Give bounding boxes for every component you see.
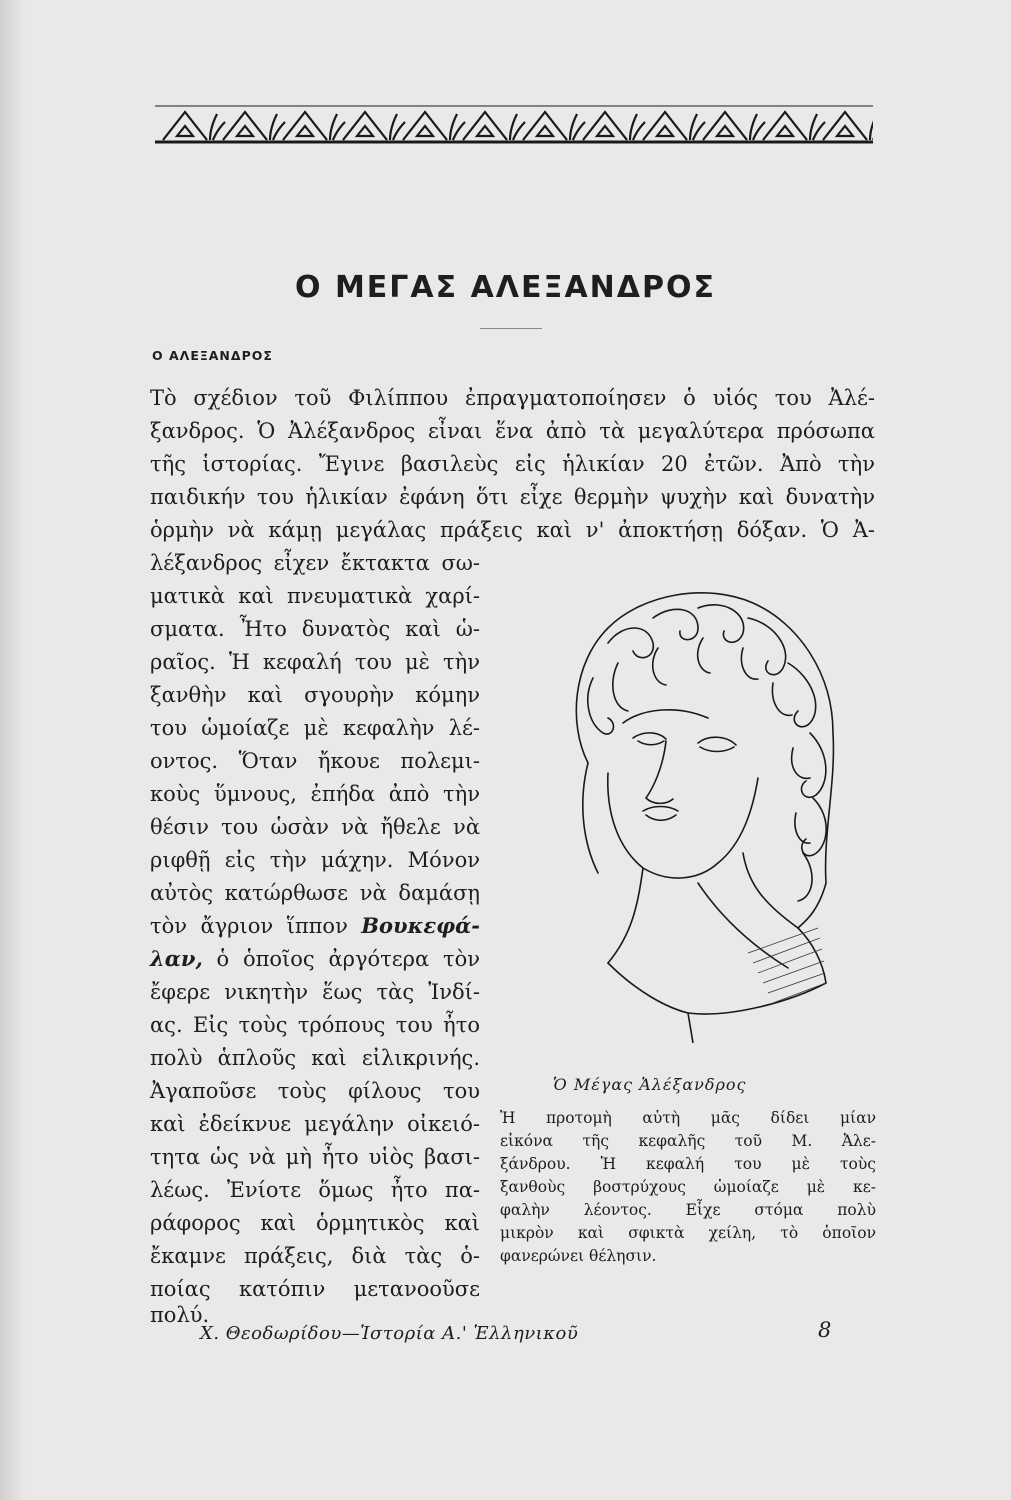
page-edge-shadow: [0, 0, 26, 1500]
border-palmette: [870, 114, 873, 140]
page-title: Ο ΜΕΓΑΣ ΑΛΕΞΑΝΔΡΟΣ: [295, 270, 716, 305]
border-palmette: [750, 114, 765, 140]
bucephalus-name: Βουκεφά-: [361, 913, 480, 938]
caption-line: Ἡ προτομὴ αὐτὴ μᾶς δίδει μίαν: [500, 1109, 876, 1127]
column-line-text: τὸν ἄγριον ἵππον: [150, 914, 348, 938]
border-palmette: [270, 114, 285, 140]
border-palmette: [210, 114, 225, 140]
border-palmette: [330, 114, 345, 140]
border-inner-triangle: [177, 126, 193, 136]
border-palmette: [510, 114, 525, 140]
page-number: 8: [818, 1318, 832, 1342]
column-line: καὶ ἐδείκνυε μεγάλην οἰκειό-: [150, 1112, 480, 1136]
text-line: ξανδρος. Ὁ Ἀλέξανδρος εἶναι ἕνα ἀπὸ τὰ μεγαλύτερα πρόσωπα: [150, 419, 875, 443]
column-line: πολὺ ἁπλοῦς καὶ εἰλικρινής.: [150, 1046, 480, 1070]
column-line: πολύ.: [150, 1303, 210, 1327]
border-palmette: [390, 114, 405, 140]
text-line: τῆς ἱστορίας. Ἔγινε βασιλεὺς εἰς ἡλικίαν 20 ἐτῶν. Ἀπὸ τὴν: [150, 452, 875, 476]
column-line: θέσιν του ὡσὰν νὰ ἤθελε νὰ: [150, 815, 480, 839]
border-palmette: [570, 114, 585, 140]
border-palmette: [450, 114, 465, 140]
footer-attribution: Χ. Θεοδωρίδου—Ἱστορία Α.' Ἑλληνικοῦ: [200, 1323, 579, 1344]
column-line: αὐτὸς κατώρθωσε νὰ δαμάσῃ: [150, 881, 480, 905]
column-line: ας. Εἰς τοὺς τρόπους του ἦτο: [150, 1013, 480, 1037]
column-line: ματικὰ καὶ πνευματικὰ χαρί-: [150, 584, 480, 608]
bucephalus-name-end: λαν,: [150, 946, 203, 971]
column-line: ἔφερε νικητὴν ἕως τὰς Ἰνδί-: [150, 980, 480, 1004]
column-line: ραῖος. Ἡ κεφαλή του μὲ τὴν: [150, 650, 480, 674]
section-heading: Ο ΑΛΕΞΑΝΔΡΟΣ: [152, 348, 273, 363]
column-line: Ἀγαποῦσε τοὺς φίλους του: [150, 1079, 480, 1103]
column-line: ποίας κατόπιν μετανοοῦσε: [150, 1277, 480, 1301]
column-line: λέξανδρος εἶχεν ἔκτακτα σω-: [150, 551, 480, 575]
column-line: οντος. Ὅταν ἤκουε πολεμι-: [150, 749, 480, 773]
border-palmette: [630, 114, 645, 140]
border-inner-triangle: [657, 126, 673, 136]
column-line: τητα ὡς νὰ μὴ ἦτο υἱὸς βασι-: [150, 1145, 480, 1169]
border-inner-triangle: [237, 126, 253, 136]
column-line: [150, 911, 480, 941]
column-line-text: ὁ ὁποῖος ἀργότερα τὸν: [216, 947, 480, 971]
column-line: του ὡμοίαζε μὲ κεφαλὴν λέ-: [150, 716, 480, 740]
border-inner-triangle: [537, 126, 553, 136]
border-palmette: [690, 114, 705, 140]
greek-ornamental-border: [155, 100, 873, 146]
border-inner-triangle: [417, 126, 433, 136]
border-palmette: [810, 114, 825, 140]
border-inner-triangle: [597, 126, 613, 136]
caption-line: μικρὸν καὶ σφικτὰ χείλη, τὸ ὁποῖον: [500, 1224, 876, 1242]
border-inner-triangle: [477, 126, 493, 136]
column-line: ἔκαμνε πράξεις, διὰ τὰς ὁ-: [150, 1244, 480, 1268]
border-inner-triangle: [357, 126, 373, 136]
column-line: ράφορος καὶ ὁρμητικὸς καὶ: [150, 1211, 480, 1235]
caption-line: φαλὴν λέοντος. Εἶχε στόμα πολὺ: [500, 1201, 876, 1219]
column-line: [150, 944, 480, 974]
border-inner-triangle: [837, 126, 853, 136]
text-line: Τὸ σχέδιον τοῦ Φιλίππου ἐπραγματοποίησεν ὁ υἱός του Ἀλέ-: [150, 386, 875, 410]
text-line: παιδικήν του ἡλικίαν ἐφάνη ὅτι εἶχε θερμὴν ψυχὴν καὶ δυνατὴν: [150, 485, 875, 509]
title-divider: [480, 328, 542, 329]
caption-line: εἰκόνα τῆς κεφαλῆς τοῦ Μ. Ἀλε-: [500, 1132, 876, 1150]
border-inner-triangle: [777, 126, 793, 136]
text-line: ὁρμὴν νὰ κάμῃ μεγάλας πράξεις καὶ ν' ἀποκτήσῃ δόξαν. Ὁ Ἀ-: [150, 518, 875, 542]
caption-line: ξανθοὺς βοστρύχους ὡμοίαζε μὲ κε-: [500, 1178, 876, 1196]
column-line: κοὺς ὕμνους, ἐπήδα ἀπὸ τὴν: [150, 782, 480, 806]
illustration-caption-title: Ὁ Μέγας Ἀλέξανδρος: [553, 1075, 747, 1094]
column-line: λέως. Ἐνίοτε ὅμως ἦτο πα-: [150, 1178, 480, 1202]
caption-line: ξάνδρου. Ἡ κεφαλή του μὲ τοὺς: [500, 1155, 876, 1173]
column-line: σματα. Ἦτο δυνατὸς καὶ ὡ-: [150, 617, 480, 641]
column-line: ξανθὴν καὶ σγουρὴν κόμην: [150, 683, 480, 707]
caption-line: φανερώνει θέλησιν.: [500, 1247, 657, 1265]
border-inner-triangle: [297, 126, 313, 136]
border-inner-triangle: [717, 126, 733, 136]
column-line: ριφθῇ εἰς τὴν μάχην. Μόνον: [150, 848, 480, 872]
alexander-bust-illustration: [548, 583, 848, 1043]
